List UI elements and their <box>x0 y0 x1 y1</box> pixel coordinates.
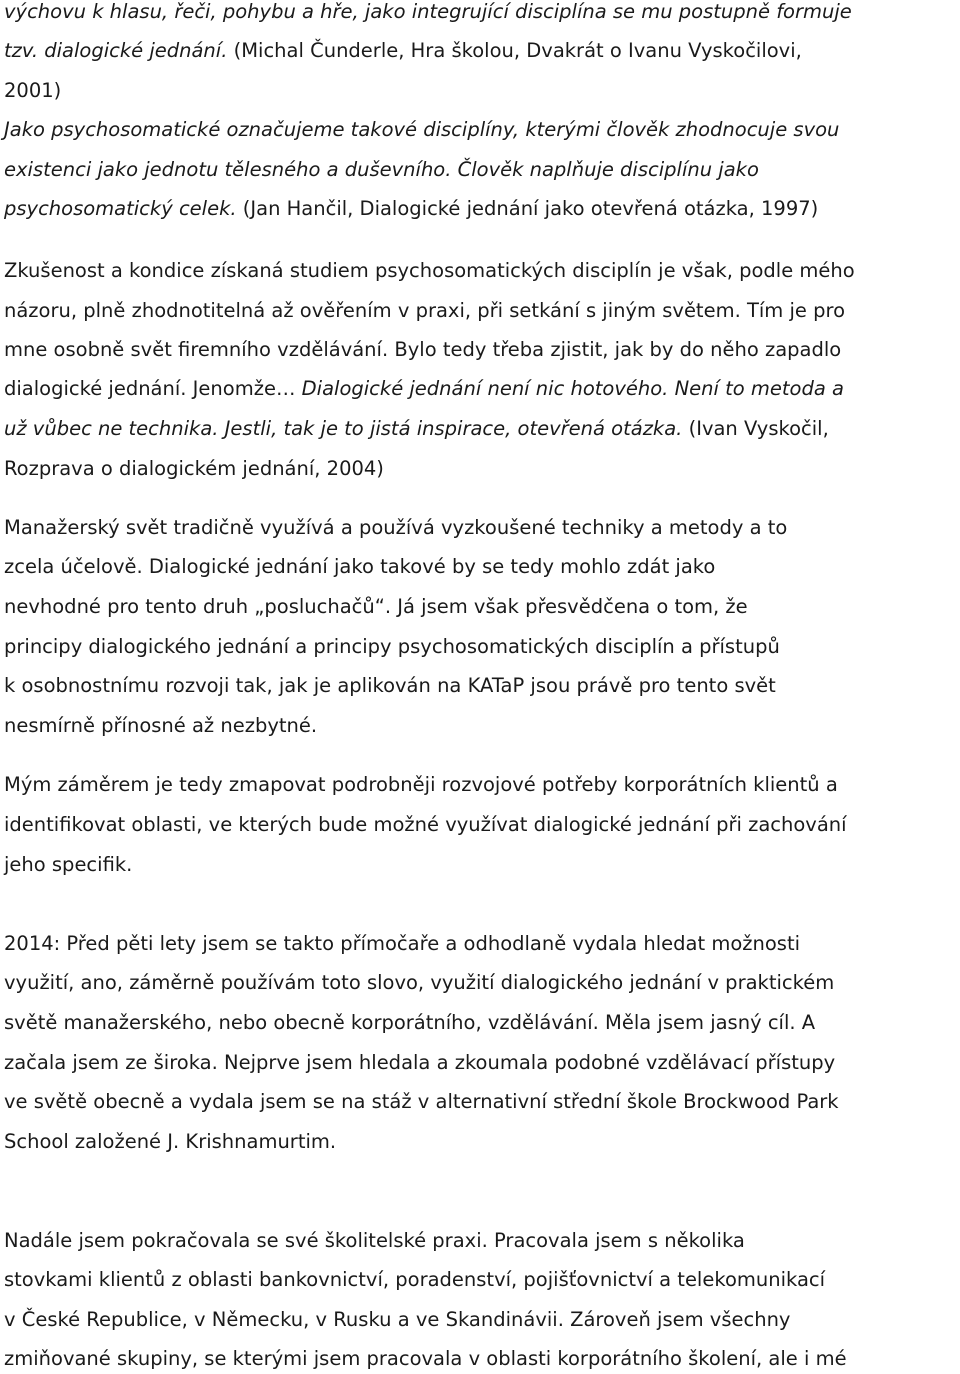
text-segment: k osobnostnímu rozvoji tak, jak je aplikován na KATaP jsou právě pro tento svět <box>4 674 776 697</box>
text-segment: (Michal Čunderle, Hra školou, Dvakrát o Ivanu Vyskočilovi, <box>227 39 802 62</box>
text-segment: ve světě obecně a vydala jsem se na stáž v alternativní střední škole Brockwood Park <box>4 1090 839 1113</box>
text-segment: Manažerský svět tradičně využívá a používá vyzkoušené techniky a metody a to <box>4 516 788 539</box>
text-line <box>4 296 845 326</box>
text-line <box>4 1226 745 1256</box>
text-segment: Zkušenost a kondice získaná studiem psychosomatických disciplín je však, podle mého <box>4 259 855 282</box>
text-line <box>4 414 829 444</box>
text-line <box>4 1305 790 1335</box>
text-segment: využití, ano, záměrně používám toto slovo, využití dialogického jednání v praktickém <box>4 971 835 994</box>
text-line <box>4 1265 825 1295</box>
text-line <box>4 374 844 404</box>
text-segment: School založené J. Krishnamurtim. <box>4 1130 337 1153</box>
text-line <box>4 76 61 106</box>
text-segment: 2001) <box>4 79 62 102</box>
text-segment: (Ivan Vyskočil, <box>682 417 829 440</box>
text-line <box>4 968 834 998</box>
text-line <box>4 115 839 145</box>
text-line <box>4 335 841 365</box>
text-line <box>4 0 852 27</box>
text-segment: Mým záměrem je tedy zmapovat podrobněji rozvojové potřeby korporátních klientů a <box>4 773 838 796</box>
text-segment: stovkami klientů z oblasti bankovnictví, poradenství, pojišťovnictví a telekomunikací <box>4 1268 826 1291</box>
text-line <box>4 513 787 543</box>
italic-text: tzv. dialogické jednání. <box>4 39 228 62</box>
italic-text: výchovu k hlasu, řeči, pohybu a hře, jako integrující disciplína se mu postupně formuje <box>4 0 852 23</box>
text-line <box>4 552 715 582</box>
text-segment: nesmírně přínosné až nezbytné. <box>4 714 318 737</box>
text-segment: názoru, plně zhodnotitelná až ověřením v praxi, při setkání s jiným světem. Tím je pro <box>4 299 846 322</box>
text-line <box>4 454 384 484</box>
text-line <box>4 632 780 662</box>
text-segment: (Jan Hančil, Dialogické jednání jako otevřená otázka, 1997) <box>236 197 819 220</box>
text-line <box>4 671 776 701</box>
italic-text: existenci jako jednotu tělesného a duševního. Člověk naplňuje disciplínu jako <box>4 158 759 181</box>
italic-text: už vůbec ne technika. Jestli, tak je to jistá inspirace, otevřená otázka. <box>4 417 683 440</box>
text-line <box>4 711 317 741</box>
text-line <box>4 592 748 622</box>
italic-text: Jako psychosomatické označujeme takové disciplíny, kterými člověk zhodnocuje svou <box>4 118 840 141</box>
text-line <box>4 929 800 959</box>
text-segment: jeho specifik. <box>4 853 133 876</box>
text-line <box>4 1344 847 1374</box>
text-segment: začala jsem ze široka. Nejprve jsem hledala a zkoumala podobné vzdělávací přístupy <box>4 1051 836 1074</box>
text-segment: v České Republice, v Německu, v Rusku a ve Skandinávii. Zároveň jsem všechny <box>4 1308 791 1331</box>
text-segment: zmiňované skupiny, se kterými jsem pracovala v oblasti korporátního školení, ale i mé <box>4 1347 847 1370</box>
text-line <box>4 850 132 880</box>
text-line <box>4 770 838 800</box>
text-line <box>4 194 818 224</box>
text-line <box>4 1127 336 1157</box>
text-segment: principy dialogického jednání a principy psychosomatických disciplín a přístupů <box>4 635 780 658</box>
italic-text: psychosomatický celek. <box>4 197 237 220</box>
text-segment: mne osobně svět firemního vzdělávání. Bylo tedy třeba zjistit, jak by do něho zapadlo <box>4 338 842 361</box>
text-segment: 2014: Před pěti lety jsem se takto přímočaře a odhodlaně vydala hledat možnosti <box>4 932 801 955</box>
text-line <box>4 36 802 66</box>
text-line <box>4 155 759 185</box>
text-line <box>4 1008 815 1038</box>
text-segment: zcela účelově. Dialogické jednání jako takové by se tedy mohlo zdát jako <box>4 555 716 578</box>
text-line <box>4 1087 839 1117</box>
text-line <box>4 810 847 840</box>
text-line <box>4 256 855 286</box>
text-segment: Rozprava o dialogickém jednání, 2004) <box>4 457 384 480</box>
text-segment: nevhodné pro tento druh „posluchačů“. Já jsem však přesvědčena o tom, že <box>4 595 748 618</box>
text-segment: dialogické jednání. Jenomže… <box>4 377 302 400</box>
text-segment: světě manažerského, nebo obecně korporátního, vzdělávání. Měla jsem jasný cíl. A <box>4 1011 816 1034</box>
text-segment: Nadále jsem pokračovala se své školitelské praxi. Pracovala jsem s několika <box>4 1229 745 1252</box>
text-segment: identifikovat oblasti, ve kterých bude možné využívat dialogické jednání při zachování <box>4 813 847 836</box>
text-line <box>4 1048 835 1078</box>
italic-text: Dialogické jednání není nic hotového. Není to metoda a <box>301 377 844 400</box>
